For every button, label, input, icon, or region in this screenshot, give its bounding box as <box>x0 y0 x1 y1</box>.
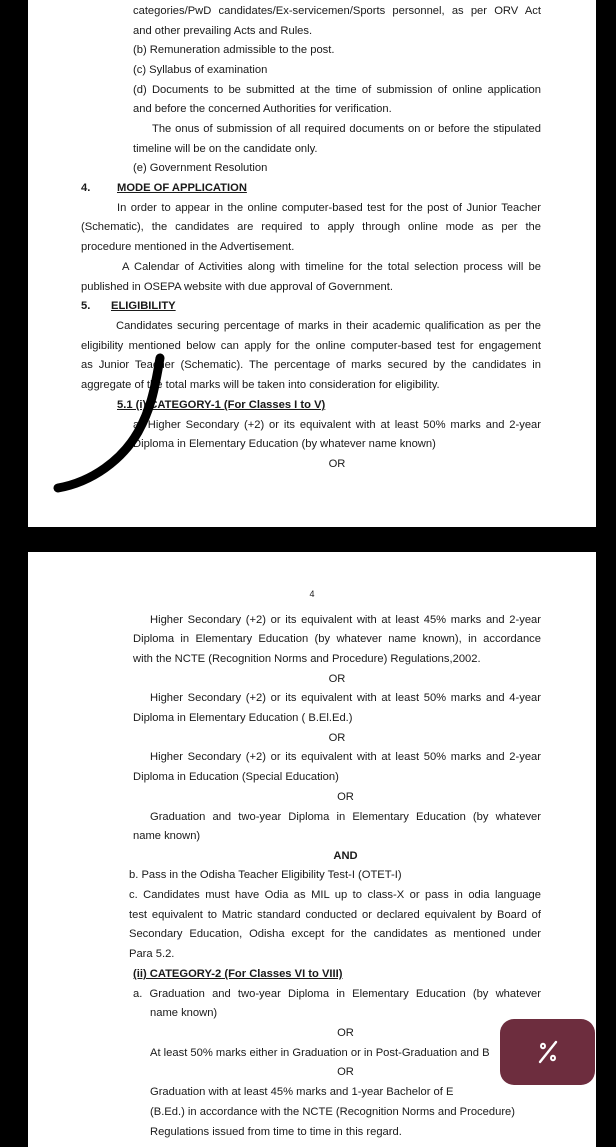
text-line: timeline will be on the candidate only. <box>133 143 318 155</box>
text-line: c. Candidates must have Odia as MIL up to class-X or pass in odia language <box>129 889 541 901</box>
section-heading: ELIGIBILITY <box>111 300 176 312</box>
text-line: Secondary Education, Odisha except for the candidates as mentioned under <box>129 928 541 940</box>
text-line: Higher Secondary (+2) or its equivalent with at least 50% marks and 4-year <box>150 692 541 704</box>
edit-fab-button[interactable] <box>500 1019 595 1085</box>
text-line: (b) Remuneration admissible to the post. <box>133 44 335 56</box>
text-line: with the NCTE (Recognition Norms and Procedure) Regulations,2002. <box>133 653 481 665</box>
text-line: In order to appear in the online computer-based test for the post of Junior Teacher <box>117 202 541 214</box>
text-line: a. Graduation and two-year Diploma in Elementary Education (by whatever <box>133 988 541 1000</box>
text-line: eligibility mentioned below can apply for the online computer-based test for engagement <box>81 340 541 352</box>
text-line: At least 50% marks either in Graduation or in Post-Graduation and B <box>150 1047 490 1059</box>
text-line: name known) <box>133 830 201 842</box>
text-line: aggregate of the total marks will be taken into consideration for eligibility. <box>81 379 440 391</box>
page-number: 4 <box>309 589 315 599</box>
text-line: A Calendar of Activities along with timeline for the total selection process will be <box>122 261 541 273</box>
edit-magic-icon <box>533 1037 563 1067</box>
text-line: a) Higher Secondary (+2) or its equivalent with at least 50% marks and 2-year <box>133 419 541 431</box>
text-line: Diploma in Elementary Education (by whatever name known) <box>133 438 436 450</box>
text-line: Higher Secondary (+2) or its equivalent with at least 50% marks and 2-year <box>150 751 541 763</box>
text-line: and before the concerned Authorities for verification. <box>133 103 392 115</box>
text-line: Higher Secondary (+2) or its equivalent with at least 45% marks and 2-year <box>150 614 541 626</box>
text-line: published in OSEPA website with due approval of Government. <box>81 281 393 293</box>
text-line: and other prevailing Acts and Rules. <box>133 25 313 37</box>
and-separator: AND <box>333 850 358 862</box>
text-line: name known) <box>150 1007 218 1019</box>
text-line: Diploma in Elementary Education (by whatever name known), in accordance <box>133 633 541 645</box>
section-heading: MODE OF APPLICATION <box>117 182 247 194</box>
or-separator: OR <box>328 732 346 744</box>
subsection-heading: (ii) CATEGORY-2 (For Classes VI to VIII) <box>133 968 343 980</box>
text-line: (e) Government Resolution <box>133 162 268 174</box>
or-separator: OR <box>337 1066 354 1078</box>
text-line: procedure mentioned in the Advertisement. <box>81 241 295 253</box>
text-line: Graduation with at least 45% marks and 1-year Bachelor of E <box>150 1086 454 1098</box>
text-line: Candidates securing percentage of marks in their academic qualification as per the <box>116 320 541 332</box>
text-line: b. Pass in the Odisha Teacher Eligibility Test-I (OTET-I) <box>129 869 402 881</box>
or-separator: OR <box>328 458 346 470</box>
text-line: test equivalent to Matric standard conducted or declared equivalent by Board of <box>129 909 541 921</box>
text-line: Regulations issued from time to time in this regard. <box>150 1126 402 1138</box>
or-separator: OR <box>328 673 346 685</box>
section-number: 4. <box>81 182 91 194</box>
text-line: as Junior Teacher (Schematic). The percentage of marks secured by the candidates in <box>81 359 541 371</box>
document-page-3 <box>28 0 596 527</box>
text-line: Diploma in Elementary Education ( B.El.Ed.) <box>133 712 353 724</box>
text-line: (B.Ed.) in accordance with the NCTE (Recognition Norms and Procedure) <box>150 1106 515 1118</box>
text-line: Diploma in Education (Special Education) <box>133 771 339 783</box>
or-separator: OR <box>337 1027 354 1039</box>
text-line: categories/PwD candidates/Ex-servicemen/Sports personnel, as per ORV Act <box>133 5 541 17</box>
subsection-heading: 5.1 (i) CATEGORY-1 (For Classes I to V) <box>117 399 326 411</box>
section-number: 5. <box>81 300 91 312</box>
text-line: (d) Documents to be submitted at the time of submission of online application <box>133 84 541 96</box>
text-line: Para 5.2. <box>129 948 175 960</box>
text-line: (Schematic), the candidates are required to apply through online mode as per the <box>81 221 541 233</box>
text-line: Graduation and two-year Diploma in Elementary Education (by whatever <box>150 811 541 823</box>
text-line: (c) Syllabus of examination <box>133 64 268 76</box>
or-separator: OR <box>337 791 354 803</box>
text-line: The onus of submission of all required documents on or before the stipulated <box>152 123 541 135</box>
